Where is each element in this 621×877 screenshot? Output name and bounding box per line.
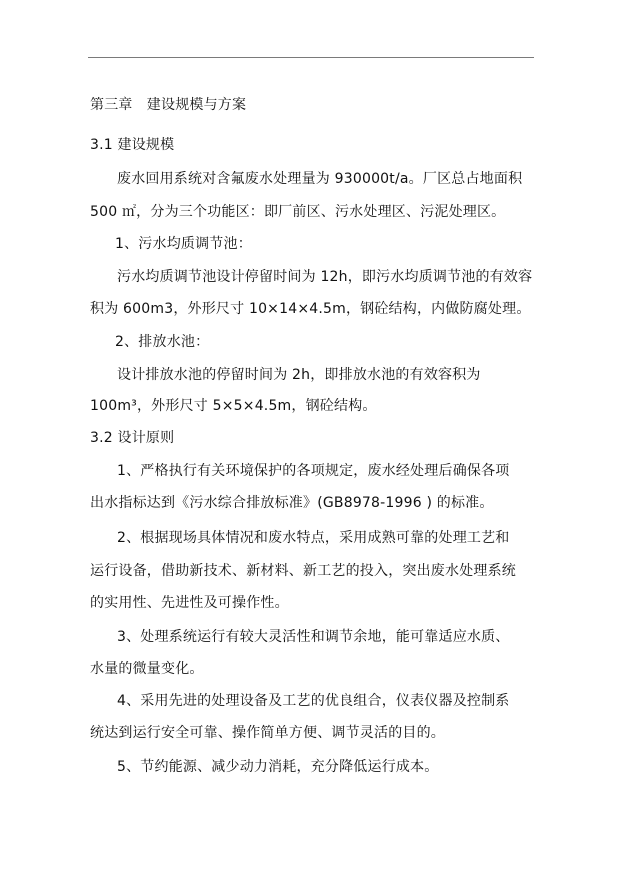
paragraph-line: 100m³，外形尺寸 5×5×4.5m，钢砼结构。 <box>90 398 377 414</box>
header-rule <box>88 57 534 58</box>
paragraph-line: 统达到运行安全可靠、操作简单方便、调节灵活的目的。 <box>90 725 445 741</box>
section-heading-3-2: 3.2 设计原则 <box>90 430 175 446</box>
paragraph-line: 5、节约能源、减少动力消耗，充分降低运行成本。 <box>117 759 439 775</box>
chapter-title: 第三章 建设规模与方案 <box>90 97 247 113</box>
paragraph-line: 水量的微量变化。 <box>90 661 204 677</box>
paragraph-line: 4、采用先进的处理设备及工艺的优良组合，仪表仪器及控制系 <box>117 693 510 709</box>
paragraph-line: 污水均质调节池设计停留时间为 12h，即污水均质调节池的有效容 <box>117 269 533 285</box>
paragraph-line: 运行设备，借助新技术、新材料、新工艺的投入，突出废水处理系统 <box>90 563 516 579</box>
paragraph-line: 500 ㎡，分为三个功能区：即厂前区、污水处理区、污泥处理区。 <box>90 204 506 220</box>
paragraph-line: 积为 600m3，外形尺寸 10×14×4.5m，钢砼结构，内做防腐处理。 <box>90 301 531 317</box>
paragraph-line: 出水指标达到《污水综合排放标准》(GB8978-1996 ) 的标准。 <box>90 495 494 511</box>
paragraph-line: 废水回用系统对含氟废水处理量为 930000t/a。厂区总占地面积 <box>117 171 523 187</box>
paragraph-line: 的实用性、先进性及可操作性。 <box>90 595 289 611</box>
paragraph-line: 设计排放水池的停留时间为 2h，即排放水池的有效容积为 <box>117 367 481 383</box>
section-heading-3-1: 3.1 建设规模 <box>90 137 175 153</box>
paragraph-line: 3、处理系统运行有较大灵活性和调节余地，能可靠适应水质、 <box>117 629 510 645</box>
paragraph-line: 2、根据现场具体情况和废水特点，采用成熟可靠的处理工艺和 <box>117 530 510 546</box>
list-item-title: 1、污水均质调节池： <box>115 236 252 252</box>
paragraph-line: 1、严格执行有关环境保护的各项规定，废水经处理后确保各项 <box>117 463 510 479</box>
list-item-title: 2、排放水池： <box>115 334 210 350</box>
